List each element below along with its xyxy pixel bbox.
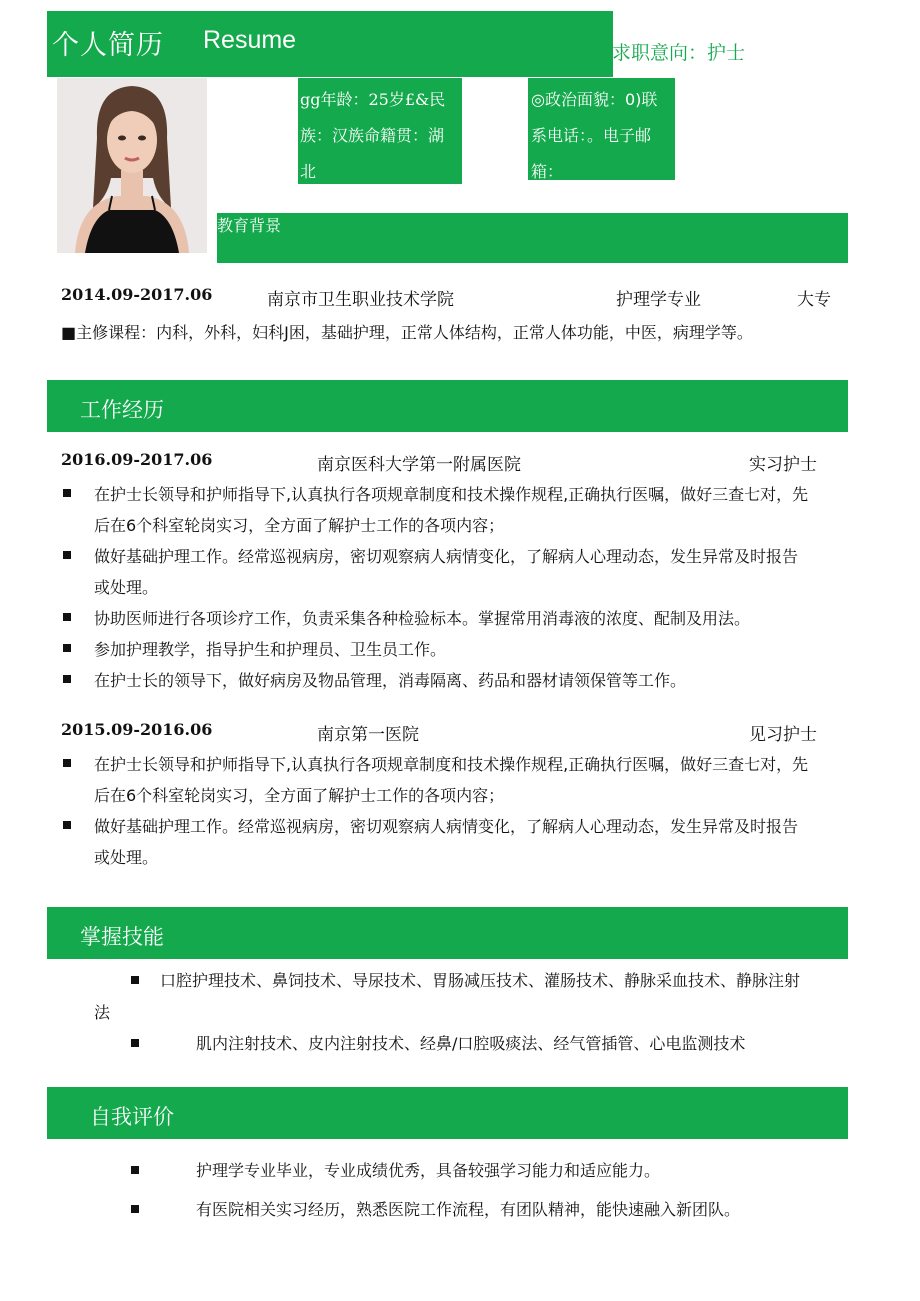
profile-photo bbox=[57, 78, 207, 253]
bullet-icon bbox=[63, 551, 71, 559]
title-english: Resume bbox=[203, 26, 297, 54]
personal-info-line: gg年龄：25岁£&民 bbox=[300, 90, 446, 109]
bullet-icon bbox=[63, 644, 71, 652]
title-chinese: 个人简历 bbox=[52, 30, 164, 61]
personal-info-line: 族：汉族命籍贯：湖 bbox=[300, 126, 445, 145]
section-title: 自我评价 bbox=[90, 1105, 174, 1129]
work-duty-line: 在护士长领导和护师指导下,认真执行各项规章制度和技术操作规程,正确执行医嘱，做好三查七对，先 bbox=[94, 485, 809, 504]
job-objective: 求职意向：护士 bbox=[612, 42, 746, 64]
skill-line: 肌内注射技术、皮内注射技术、经鼻/口腔吸痰法、经气管插管、心电监测技术 bbox=[196, 1034, 746, 1053]
work-duty-line: 后在6个科室轮岗实习，全方面了解护士工作的各项内容； bbox=[94, 516, 505, 535]
education-courses: ■主修课程：内科，外科，妇科J困，基础护理，正常人体结构，正常人体功能，中医，病理学等。 bbox=[61, 323, 753, 342]
contact-info-box bbox=[528, 78, 675, 180]
contact-info-line: ◎政治面貌：0)联 bbox=[531, 90, 658, 109]
work-duty-line: 在护士长的领导下，做好病房及物品管理，消毒隔离、药品和器材请领保管等工作。 bbox=[94, 671, 687, 690]
contact-info-line: 箱： bbox=[531, 162, 564, 181]
work-row bbox=[61, 720, 851, 744]
skill-line: 口腔护理技术、鼻饲技术、导尿技术、胃肠减压技术、灌肠技术、静脉采血技术、静脉注射 bbox=[160, 971, 801, 990]
bullet-icon bbox=[63, 675, 71, 683]
bullet-icon bbox=[63, 613, 71, 621]
section-title: 教育背景 bbox=[217, 216, 282, 235]
bullet-icon bbox=[63, 821, 71, 829]
title-banner bbox=[47, 11, 613, 77]
bullet-icon bbox=[63, 759, 71, 767]
skill-line: 法 bbox=[94, 1003, 111, 1022]
education-major: 护理学专业 bbox=[616, 290, 701, 310]
work-role: 见习护士 bbox=[749, 725, 817, 745]
section-title: 掌握技能 bbox=[80, 925, 164, 949]
portrait-illustration bbox=[57, 78, 207, 253]
education-school: 南京市卫生职业技术学院 bbox=[267, 290, 454, 310]
section-header-skills bbox=[47, 907, 848, 959]
self-evaluation-line: 护理学专业毕业，专业成绩优秀，具备较强学习能力和适应能力。 bbox=[196, 1161, 661, 1180]
work-duty-line: 在护士长领导和护师指导下,认真执行各项规章制度和技术操作规程,正确执行医嘱，做好三查七对，先 bbox=[94, 755, 809, 774]
bullet-icon bbox=[131, 976, 139, 984]
work-duty-line: 或处理。 bbox=[94, 578, 159, 597]
work-duty-line: 做好基础护理工作。经常巡视病房，密切观察病人病情变化，了解病人心理动态，发生异常及时报告 bbox=[94, 547, 799, 566]
bullet-icon bbox=[63, 489, 71, 497]
education-row bbox=[61, 285, 851, 309]
work-duty-line: 后在6个科室轮岗实习，全方面了解护士工作的各项内容； bbox=[94, 786, 505, 805]
bullet-icon bbox=[131, 1205, 139, 1213]
work-duty-line: 做好基础护理工作。经常巡视病房，密切观察病人病情变化，了解病人心理动态，发生异常及时报告 bbox=[94, 817, 799, 836]
education-degree: 大专 bbox=[797, 290, 831, 310]
work-date: 2015.09-2016.06 bbox=[61, 720, 213, 739]
bullet-icon bbox=[131, 1166, 139, 1174]
work-date: 2016.09-2017.06 bbox=[61, 450, 213, 469]
contact-info-line: 系电话：。电子邮 bbox=[531, 126, 652, 145]
work-organization: 南京第一医院 bbox=[317, 725, 419, 745]
personal-info-box bbox=[298, 78, 462, 184]
section-header-self-evaluation bbox=[47, 1087, 848, 1139]
work-duty-line: 或处理。 bbox=[94, 848, 159, 867]
section-header-work bbox=[47, 380, 848, 432]
education-date: 2014.09-2017.06 bbox=[61, 285, 213, 304]
section-title: 工作经历 bbox=[80, 398, 164, 422]
bullet-icon bbox=[131, 1039, 139, 1047]
work-row bbox=[61, 450, 851, 474]
personal-info-line: 北 bbox=[300, 162, 317, 181]
work-role: 实习护士 bbox=[749, 455, 817, 475]
self-evaluation-line: 有医院相关实习经历，熟悉医院工作流程，有团队精神，能快速融入新团队。 bbox=[196, 1200, 741, 1219]
work-duty-line: 协助医师进行各项诊疗工作，负责采集各种检验标本。掌握常用消毒液的浓度、配制及用法。 bbox=[94, 609, 751, 628]
work-duty-line: 参加护理教学，指导护生和护理员、卫生员工作。 bbox=[94, 640, 447, 659]
section-header-education bbox=[217, 213, 848, 263]
work-organization: 南京医科大学第一附属医院 bbox=[317, 455, 521, 475]
